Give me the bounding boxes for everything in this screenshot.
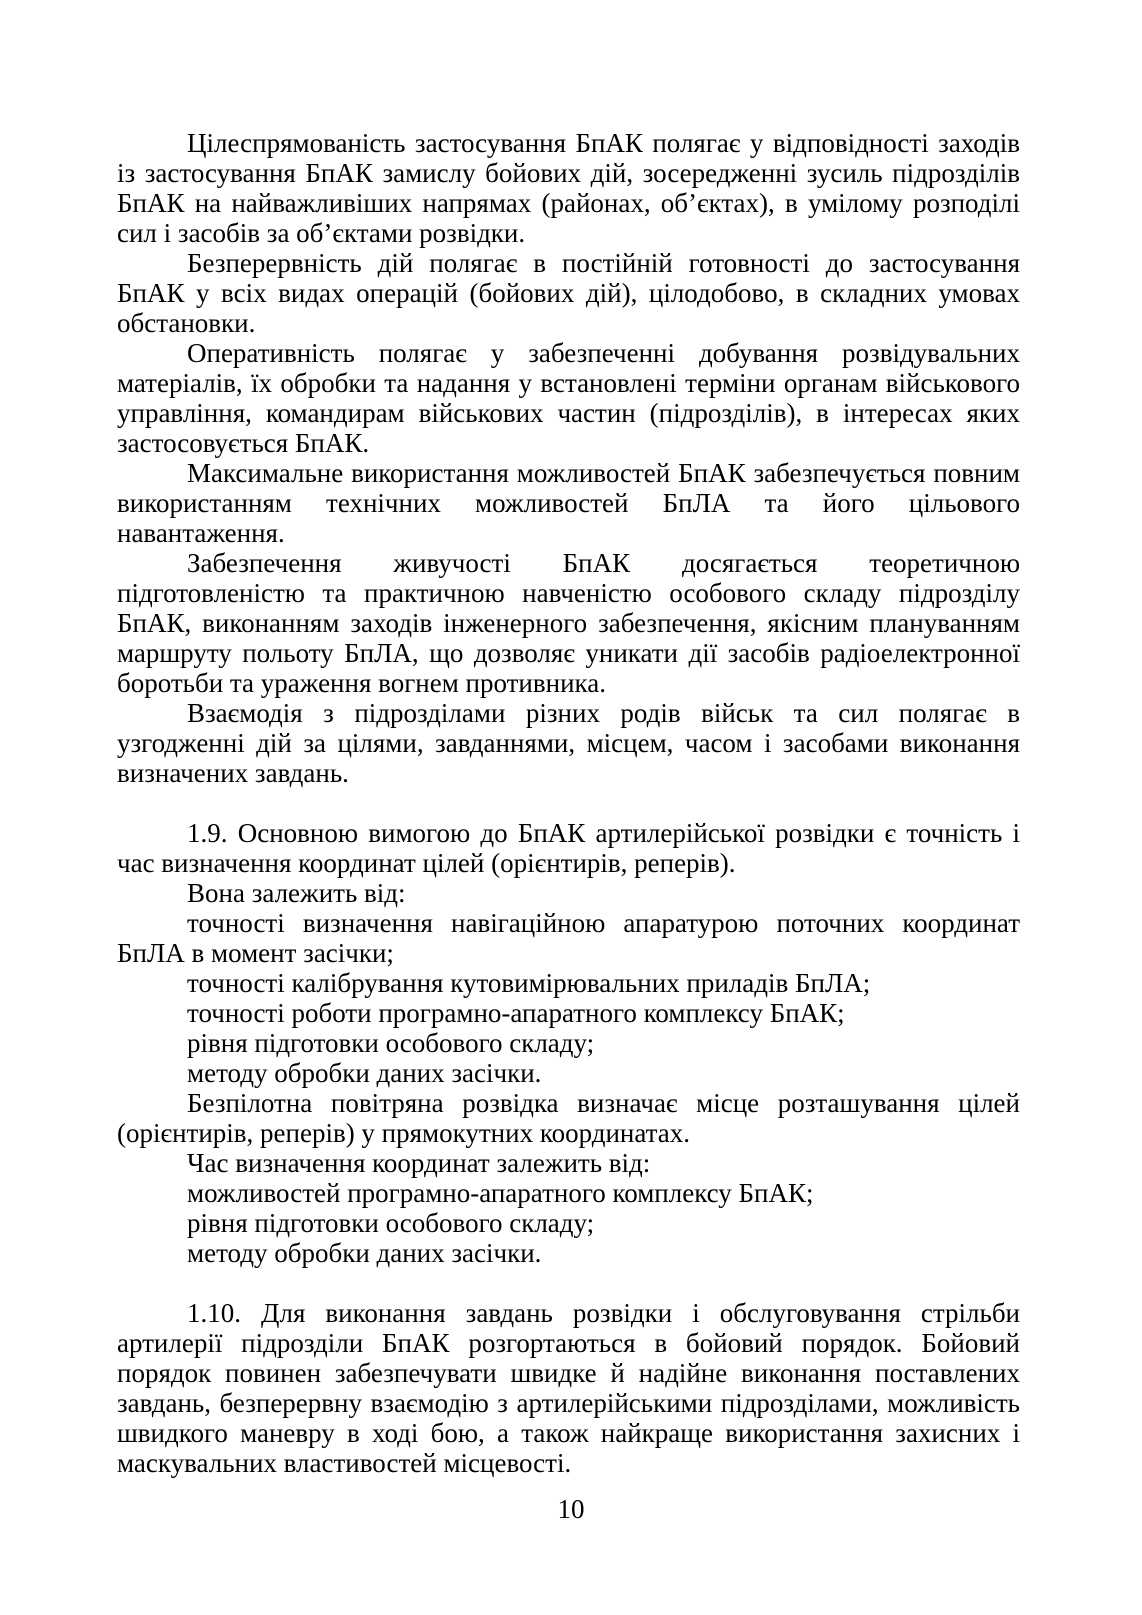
- paragraph-continuity: Безперервність дій полягає в постійній готовності до застосування БпАК у всіх видах операцій (бойових дій), цілодобово, в складних умовах обстановки.: [117, 248, 1020, 338]
- list-item-personnel-training-2: рівня підготовки особового складу;: [187, 1208, 595, 1238]
- list-item-navigation-accuracy: точності визначення навігаційною апаратурою поточних координат БпЛА в момент засічки;: [117, 908, 1020, 968]
- section-1-10-paragraph: 1.10. Для виконання завдань розвідки і обслуговування стрільби артилерії підрозділи БпАК розгортаються в бойовий порядок. Бойовий порядок повинен забезпечувати швидке й надійне виконання поставлених завдань, безперервну взаємодію з артилерійськими підрозділами, можливість швидкого маневру в ході бою, а також найкраще використання захисних і маскувальних властивостей місцевості.: [117, 1298, 1020, 1478]
- paragraph-survivability: Забезпечення живучості БпАК досягається теоретичною підготовленістю та практичною навченістю особового складу підрозділу БпАК, виконанням заходів інженерного забезпечення, якісним плануванням маршруту польоту БпЛА, що дозволяє уникати дії засобів радіоелектронної боротьби та ураження вогнем противника.: [117, 548, 1020, 698]
- paragraph-depends-on-intro: Вона залежить від:: [187, 878, 406, 908]
- paragraph-interaction: Взаємодія з підрозділами різних родів військ та сил полягає в узгодженні дій за цілями, завданнями, місцем, часом і засобами виконання визначених завдань.: [117, 698, 1020, 788]
- page-number: 10: [557, 1494, 585, 1524]
- list-item-data-processing-method: методу обробки даних засічки.: [187, 1058, 542, 1088]
- list-item-complex-capabilities: можливостей програмно-апаратного комплексу БпАК;: [187, 1178, 814, 1208]
- paragraph-promptness: Оперативність полягає у забезпеченні добування розвідувальних матеріалів, їх обробки та надання у встановлені терміни органам військового управління, командирам військових частин (підрозділів), в інтересах яких застосовується БпАК.: [117, 338, 1020, 458]
- list-item-software-accuracy: точності роботи програмно-апаратного комплексу БпАК;: [187, 998, 845, 1028]
- list-item-personnel-training: рівня підготовки особового складу;: [187, 1028, 595, 1058]
- list-item-calibration-accuracy: точності калібрування кутовимірювальних приладів БпЛА;: [187, 968, 871, 998]
- paragraph-purposefulness: Цілеспрямованість застосування БпАК полягає у відповідності заходів із застосування БпАК замислу бойових дій, зосередженні зусиль підрозділів БпАК на найважливіших напрямах (районах, об’єктах), в умілому розподілі сил і засобів за об’єктами розвідки.: [117, 128, 1020, 248]
- list-item-data-processing-method-2: методу обробки даних засічки.: [187, 1238, 542, 1268]
- paragraph-max-use: Максимальне використання можливостей БпАК забезпечується повним використанням технічних можливостей БпЛА та його цільового навантаження.: [117, 458, 1020, 548]
- document-body: [117, 128, 1020, 1478]
- paragraph-time-depends-intro: Час визначення координат залежить від:: [187, 1148, 651, 1178]
- section-1-9-heading-paragraph: 1.9. Основною вимогою до БпАК артилерійської розвідки є точність і час визначення координат цілей (орієнтирів, реперів).: [117, 818, 1020, 878]
- paragraph-aerial-recon-coordinates: Безпілотна повітряна розвідка визначає місце розташування цілей (орієнтирів, реперів) у прямокутних координатах.: [117, 1088, 1020, 1148]
